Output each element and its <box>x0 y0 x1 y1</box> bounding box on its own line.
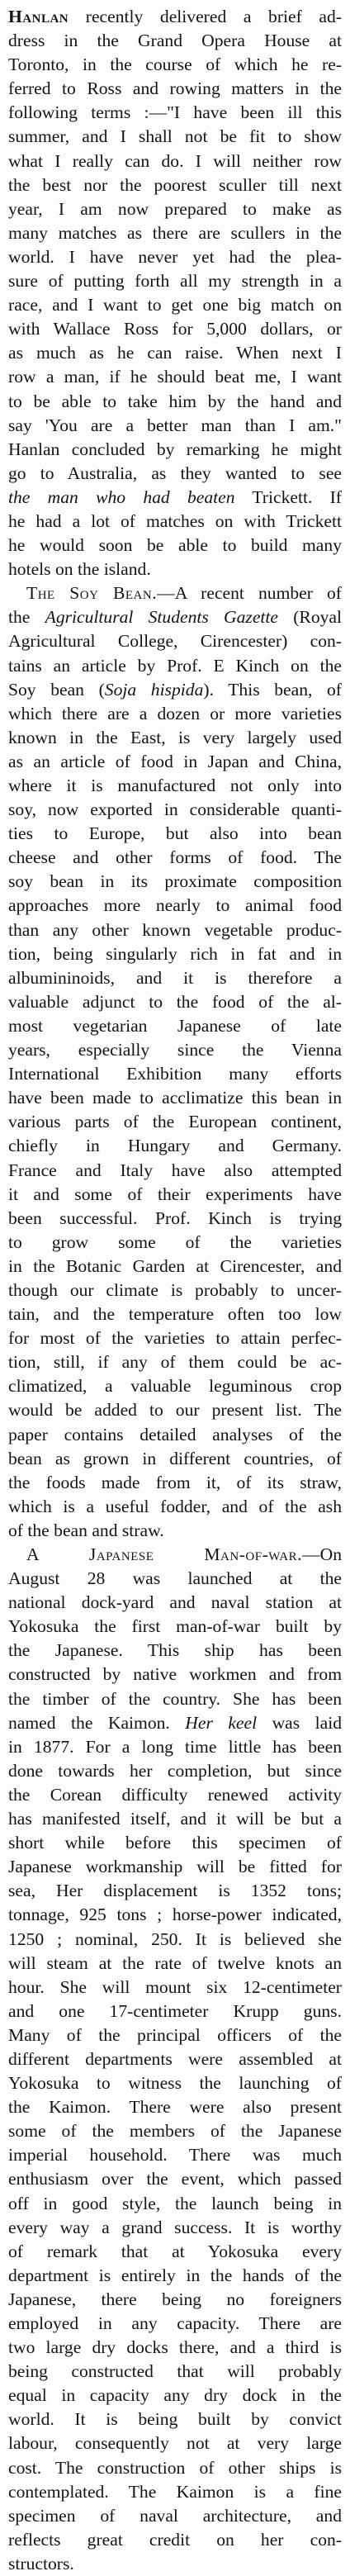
article-line: 1250 ; nominal, 250. It is believed she <box>8 1928 342 1949</box>
article-line: reflects great credit on her con- <box>8 2529 342 2550</box>
article-line: imperial household. There was much <box>8 2145 342 2166</box>
article-line: tonnage, 925 tons ; horse-power indicated, <box>8 1905 342 1925</box>
italic-phrase: Her keel <box>185 1712 258 1733</box>
article-line: it and some of their experiments have <box>8 1184 342 1204</box>
article-soy-bean <box>8 581 342 1543</box>
article-line: the foods made from it, of its straw, <box>8 1472 342 1492</box>
article-line: Yokosuka the first man-of-war built by <box>8 1616 342 1637</box>
article-line: cost. The construction of other ships is <box>8 2457 342 2478</box>
article-line: named the Kaimon. Her keel was laid <box>8 1712 342 1733</box>
article-line: the Agricultural Students Gazette (Royal <box>8 607 343 628</box>
article-heading: A Japanese Man-of-war. <box>26 1544 302 1564</box>
article-line: every way a grand success. It is worthy <box>8 2217 342 2237</box>
italic-phrase: Agricultural Students Gazette <box>45 607 278 628</box>
article-line: soy, now exported in considerable quanti- <box>8 799 342 820</box>
article-line: Soy bean (Soja hispida). This bean, of <box>8 679 342 700</box>
article-heading: The Soy Bean. <box>26 583 158 604</box>
article-line: some of the members of the Japanese <box>8 2121 342 2142</box>
article-line: climatized, a valuable leguminous crop <box>8 1376 342 1397</box>
article-line: and one 17-centimeter Krupp guns. <box>8 2000 342 2021</box>
article-line: Japanese, there being no foreigners <box>8 2289 342 2309</box>
article-line: to be able to take him by the hand and <box>8 391 342 411</box>
article-line: than any other known vegetable produc- <box>8 919 342 940</box>
article-line: the timber of the country. She has been <box>8 1688 342 1709</box>
article-line: France and Italy have also attempted <box>8 1160 342 1180</box>
article-line: though our climate is probably to uncer- <box>8 1279 342 1300</box>
article-line: go to Australia, as they wanted to see <box>8 463 342 483</box>
article-line: of remark that at Yokosuka every <box>8 2241 342 2261</box>
article-hanlan <box>8 5 342 581</box>
article-line: tion, being singularly rich in fat and in <box>8 943 342 964</box>
article-line: in 1877. For a long time little has been <box>8 1736 342 1757</box>
article-line: summer, and I shall not be fit to show <box>8 126 342 147</box>
article-line: two large dry docks there, and a third is <box>8 2337 342 2358</box>
article-line: Yokosuka to witness the launching of <box>8 2073 342 2094</box>
article-line: year, I am now prepared to make as <box>8 198 342 219</box>
article-line: known in the East, is very largely used <box>8 727 342 747</box>
article-line: specimen of naval architecture, and <box>8 2505 342 2526</box>
article-line: contemplated. The Kaimon is a fine <box>8 2481 342 2502</box>
article-line: tains an article by Prof. E Kinch on the <box>8 655 342 676</box>
article-line: A Japanese Man-of-war.—On <box>26 1544 342 1564</box>
article-line: say 'You are a better man than I am." <box>8 415 342 435</box>
article-line: the Japanese. This ship has been <box>8 1640 342 1661</box>
article-line: the Corean difficulty renewed activity <box>8 1784 342 1805</box>
article-line: as much as he can raise. When next I <box>8 343 342 363</box>
article-line: Hanlan concluded by remarking he might <box>8 439 342 459</box>
italic-phrase: the man who had beaten <box>8 486 235 507</box>
article-line: equal in capacity any dry dock in the <box>8 2385 342 2406</box>
article-line: dress in the Grand Opera House at <box>8 31 342 51</box>
article-line: various parts of the European continent, <box>8 1112 342 1132</box>
article-line: tion, still, if any of them could be ac- <box>8 1352 342 1373</box>
article-line: being constructed that will probably <box>8 2361 342 2382</box>
article-line: many matches as there are scullers in the <box>8 222 342 243</box>
article-line: row a man, if he should beat me, I want <box>8 367 342 387</box>
article-line: bean as grown in different countries, of <box>8 1448 342 1468</box>
article-line: what I really can do. I will neither row <box>8 150 342 171</box>
article-line: structors. <box>8 2553 74 2574</box>
article-line: off in good style, the launch being in <box>8 2193 342 2213</box>
italic-phrase: Soja hispida <box>104 679 204 700</box>
article-heading: Hanlan <box>8 7 69 26</box>
article-line: Toronto, in the course of which he re- <box>8 55 342 75</box>
article-line: cheese and other forms of food. The <box>8 847 342 868</box>
article-line: ferred to Ross and rowing matters in the <box>8 78 342 99</box>
article-line: tain, and the temperature often too low <box>8 1304 342 1325</box>
article-line: employed in any capacity. There are <box>8 2313 342 2333</box>
article-line: Agricultural College, Cirencester) con- <box>8 631 342 652</box>
article-line: department is entirely in the hands of the <box>8 2265 342 2285</box>
article-line: which there are a dozen or more varieties <box>8 703 342 723</box>
article-line: he had a lot of matches on with Trickett <box>8 510 342 531</box>
article-line: paper contains detailed analyses of the <box>8 1424 342 1445</box>
article-line: would be added to our present list. The <box>8 1400 342 1421</box>
article-line: different departments were assembled at <box>8 2048 342 2069</box>
article-line: approaches more nearly to animal food <box>8 895 342 916</box>
article-line: the best nor the poorest sculler till next <box>8 174 342 195</box>
article-line: most vegetarian Japanese of late <box>8 1015 342 1036</box>
article-line: of the bean and straw. <box>8 1520 164 1540</box>
article-line: The Soy Bean.—A recent number of <box>26 583 342 604</box>
article-line: will steam at the rate of twelve knots an <box>8 1952 342 1973</box>
article-line: ties to Europe, but also into bean <box>8 823 342 844</box>
article-line: the Kaimon. There were also present <box>8 2097 342 2118</box>
article-line: world. I have never yet had the plea- <box>8 246 342 267</box>
article-line: soy bean in its proximate composition <box>8 871 342 892</box>
article-line: valuable adjunct to the food of the al- <box>8 991 342 1012</box>
article-line: enthusiasm over the event, which passed <box>8 2169 342 2189</box>
article-line: he would soon be able to build many <box>8 535 342 556</box>
article-line: August 28 was launched at the <box>8 1568 342 1589</box>
article-line: labour, consequently not at very large <box>8 2433 342 2454</box>
article-line: world. It is being built by convict <box>8 2409 342 2430</box>
article-line: following terms :—"I have been ill this <box>8 102 342 123</box>
article-line: hotels on the island. <box>8 559 151 580</box>
article-line: International Exhibition many efforts <box>8 1064 342 1084</box>
article-line: race, and I want to get one big match on <box>8 295 342 315</box>
article-line: as an article of food in Japan and China, <box>8 751 342 771</box>
article-line: in the Botanic Garden at Cirencester, and <box>8 1255 342 1276</box>
article-line: years, especially since the Vienna <box>8 1040 342 1060</box>
article-line: have been made to acclimatize this bean in <box>8 1088 342 1108</box>
article-line: done towards her completion, but since <box>8 1760 342 1781</box>
article-line: Many of the principal officers of the <box>8 2024 342 2045</box>
article-line: sure of putting forth all my strength in a <box>8 271 342 292</box>
article-line: to grow some of the varieties <box>8 1231 342 1252</box>
article-line: albumininoids, and it is therefore a <box>8 967 342 988</box>
article-line: constructed by native workmen and from <box>8 1664 342 1685</box>
article-line: sea, Her displacement is 1352 tons; <box>8 1881 342 1901</box>
article-line: for most of the varieties to attain perfec- <box>8 1328 342 1349</box>
article-line: has manifested itself, and it will be but a <box>8 1809 342 1829</box>
article-line: national dock-yard and naval station at <box>8 1592 342 1613</box>
article-line: which is a useful fodder, and of the ash <box>8 1496 342 1516</box>
article-line: where it is manufactured not only into <box>8 776 342 795</box>
article-line: short while before this specimen of <box>8 1833 342 1853</box>
article-line: Japanese workmanship will be fitted for <box>8 1857 342 1877</box>
article-line: been successful. Prof. Kinch is trying <box>8 1207 342 1228</box>
article-line: chiefly in Hungary and Germany. <box>8 1136 342 1156</box>
article-line: with Wallace Ross for 5,000 dollars, or <box>8 319 342 339</box>
article-japanese-man-of-war <box>8 1543 342 2576</box>
article-line: Hanlan recently delivered a brief ad- <box>8 7 342 26</box>
article-line: hour. She will mount six 12-centimeter <box>8 1976 342 1997</box>
article-line: the man who had beaten Trickett. If <box>8 486 342 507</box>
